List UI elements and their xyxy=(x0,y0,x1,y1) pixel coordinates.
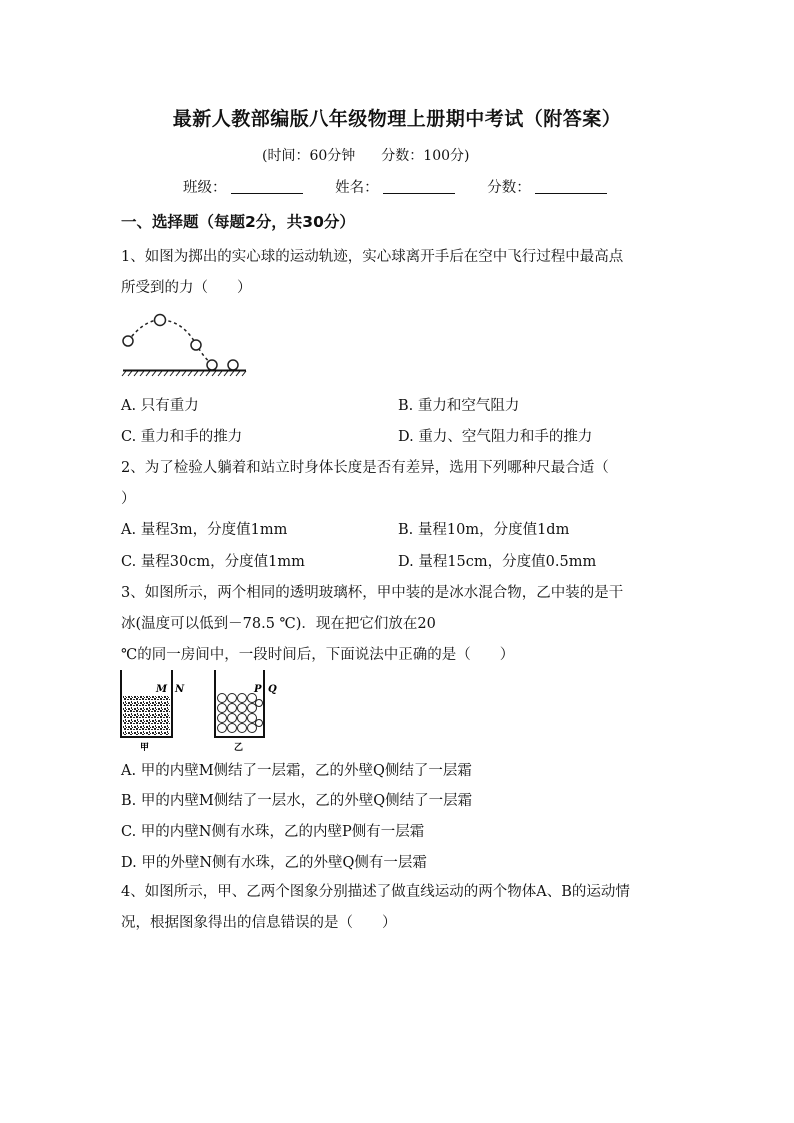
q1-option-a[interactable]: A. 只有重力 xyxy=(121,398,199,414)
page-title: 最新人教部编版八年级物理上册期中考试（附答案） xyxy=(172,108,622,130)
question-3-line-2: 冰(温度可以低到－78.5 ℃)．现在把它们放在20 xyxy=(121,616,436,632)
q3-option-d[interactable]: D. 甲的外壁N侧有水珠，乙的外壁Q侧有一层霜 xyxy=(121,855,427,871)
cup-jia xyxy=(121,670,185,752)
student-info xyxy=(183,176,635,197)
q1-option-b[interactable]: B. 重力和空气阻力 xyxy=(398,398,520,414)
question-2 xyxy=(121,453,681,515)
q3-option-c[interactable]: C. 甲的内壁N侧有水珠，乙的内壁P侧有一层霜 xyxy=(121,824,425,840)
ice-water-mixture xyxy=(123,696,170,735)
question-1-line-1: 1、如图为掷出的实心球的运动轨迹，实心球离开手后在空中飞行过程中最高点 xyxy=(121,249,624,265)
question-4-line-1: 4、如图所示，甲、乙两个图象分别描述了做直线运动的两个物体A、B的运动情 xyxy=(121,884,630,900)
score-blank[interactable] xyxy=(535,179,607,194)
label-jia: 甲 xyxy=(140,743,150,752)
score-field xyxy=(487,176,607,197)
ball-peak xyxy=(155,315,166,326)
q3-option-a[interactable]: A. 甲的内壁M侧结了一层霜，乙的外壁Q侧结了一层霜 xyxy=(121,763,472,779)
q3-option-b[interactable]: B. 甲的内壁M侧结了一层水，乙的外壁Q侧结了一层霜 xyxy=(121,793,473,809)
q2-option-d[interactable]: D. 量程15cm，分度值0.5mm xyxy=(398,554,597,570)
question-3-line-3: ℃的同一房间中，一段时间后，下面说法中正确的是（ ） xyxy=(121,647,515,663)
label-q: Q xyxy=(268,684,277,695)
ball-rolling xyxy=(228,360,238,370)
cup-yi xyxy=(215,670,277,752)
question-4 xyxy=(121,877,681,939)
ball-falling xyxy=(191,340,201,350)
class-field xyxy=(183,176,303,197)
question-3 xyxy=(121,578,681,671)
name-label: 姓名： xyxy=(335,180,379,196)
q2-option-b[interactable]: B. 量程10m，分度值1dm xyxy=(398,522,570,538)
ball-landing xyxy=(207,360,217,370)
question-1-line-2: 所受到的力（ ） xyxy=(121,280,252,296)
q2-option-c[interactable]: C. 量程30cm，分度值1mm xyxy=(121,554,305,570)
ground-hatching xyxy=(122,371,246,376)
label-n: N xyxy=(175,684,185,695)
section-heading: 一、选择题（每题2分，共30分） xyxy=(121,213,355,231)
exam-time: (时间：60分钟 xyxy=(262,148,356,164)
q2-option-a[interactable]: A. 量程3m，分度值1mm xyxy=(121,522,288,538)
exam-total-score: 分数：100分) xyxy=(381,148,470,164)
class-blank[interactable] xyxy=(231,179,303,194)
q1-option-c[interactable]: C. 重力和手的推力 xyxy=(121,429,243,445)
dry-ice-pellets xyxy=(218,694,263,733)
name-field xyxy=(335,176,455,197)
label-m: M xyxy=(156,684,168,695)
q1-option-d[interactable]: D. 重力、空气阻力和手的推力 xyxy=(398,429,593,445)
question-2-line-2: ） xyxy=(121,491,136,507)
label-p: P xyxy=(254,684,262,695)
exam-meta xyxy=(262,145,495,165)
class-label: 班级： xyxy=(183,180,227,196)
question-1 xyxy=(121,242,681,304)
score-label: 分数： xyxy=(487,180,531,196)
question-4-line-2: 况，根据图象得出的信息错误的是（ ） xyxy=(121,915,397,931)
question-2-line-1: 2、为了检验人躺着和站立时身体长度是否有差异，选用下列哪种尺最合适（ xyxy=(121,460,609,476)
label-yi: 乙 xyxy=(234,743,244,752)
question-3-line-1: 3、如图所示，两个相同的透明玻璃杯，甲中装的是冰水混合物，乙中装的是干 xyxy=(121,585,624,601)
ball-start xyxy=(123,336,133,346)
name-blank[interactable] xyxy=(383,179,455,194)
ball-trajectory-figure xyxy=(120,308,250,380)
glass-cups-figure xyxy=(118,668,290,752)
